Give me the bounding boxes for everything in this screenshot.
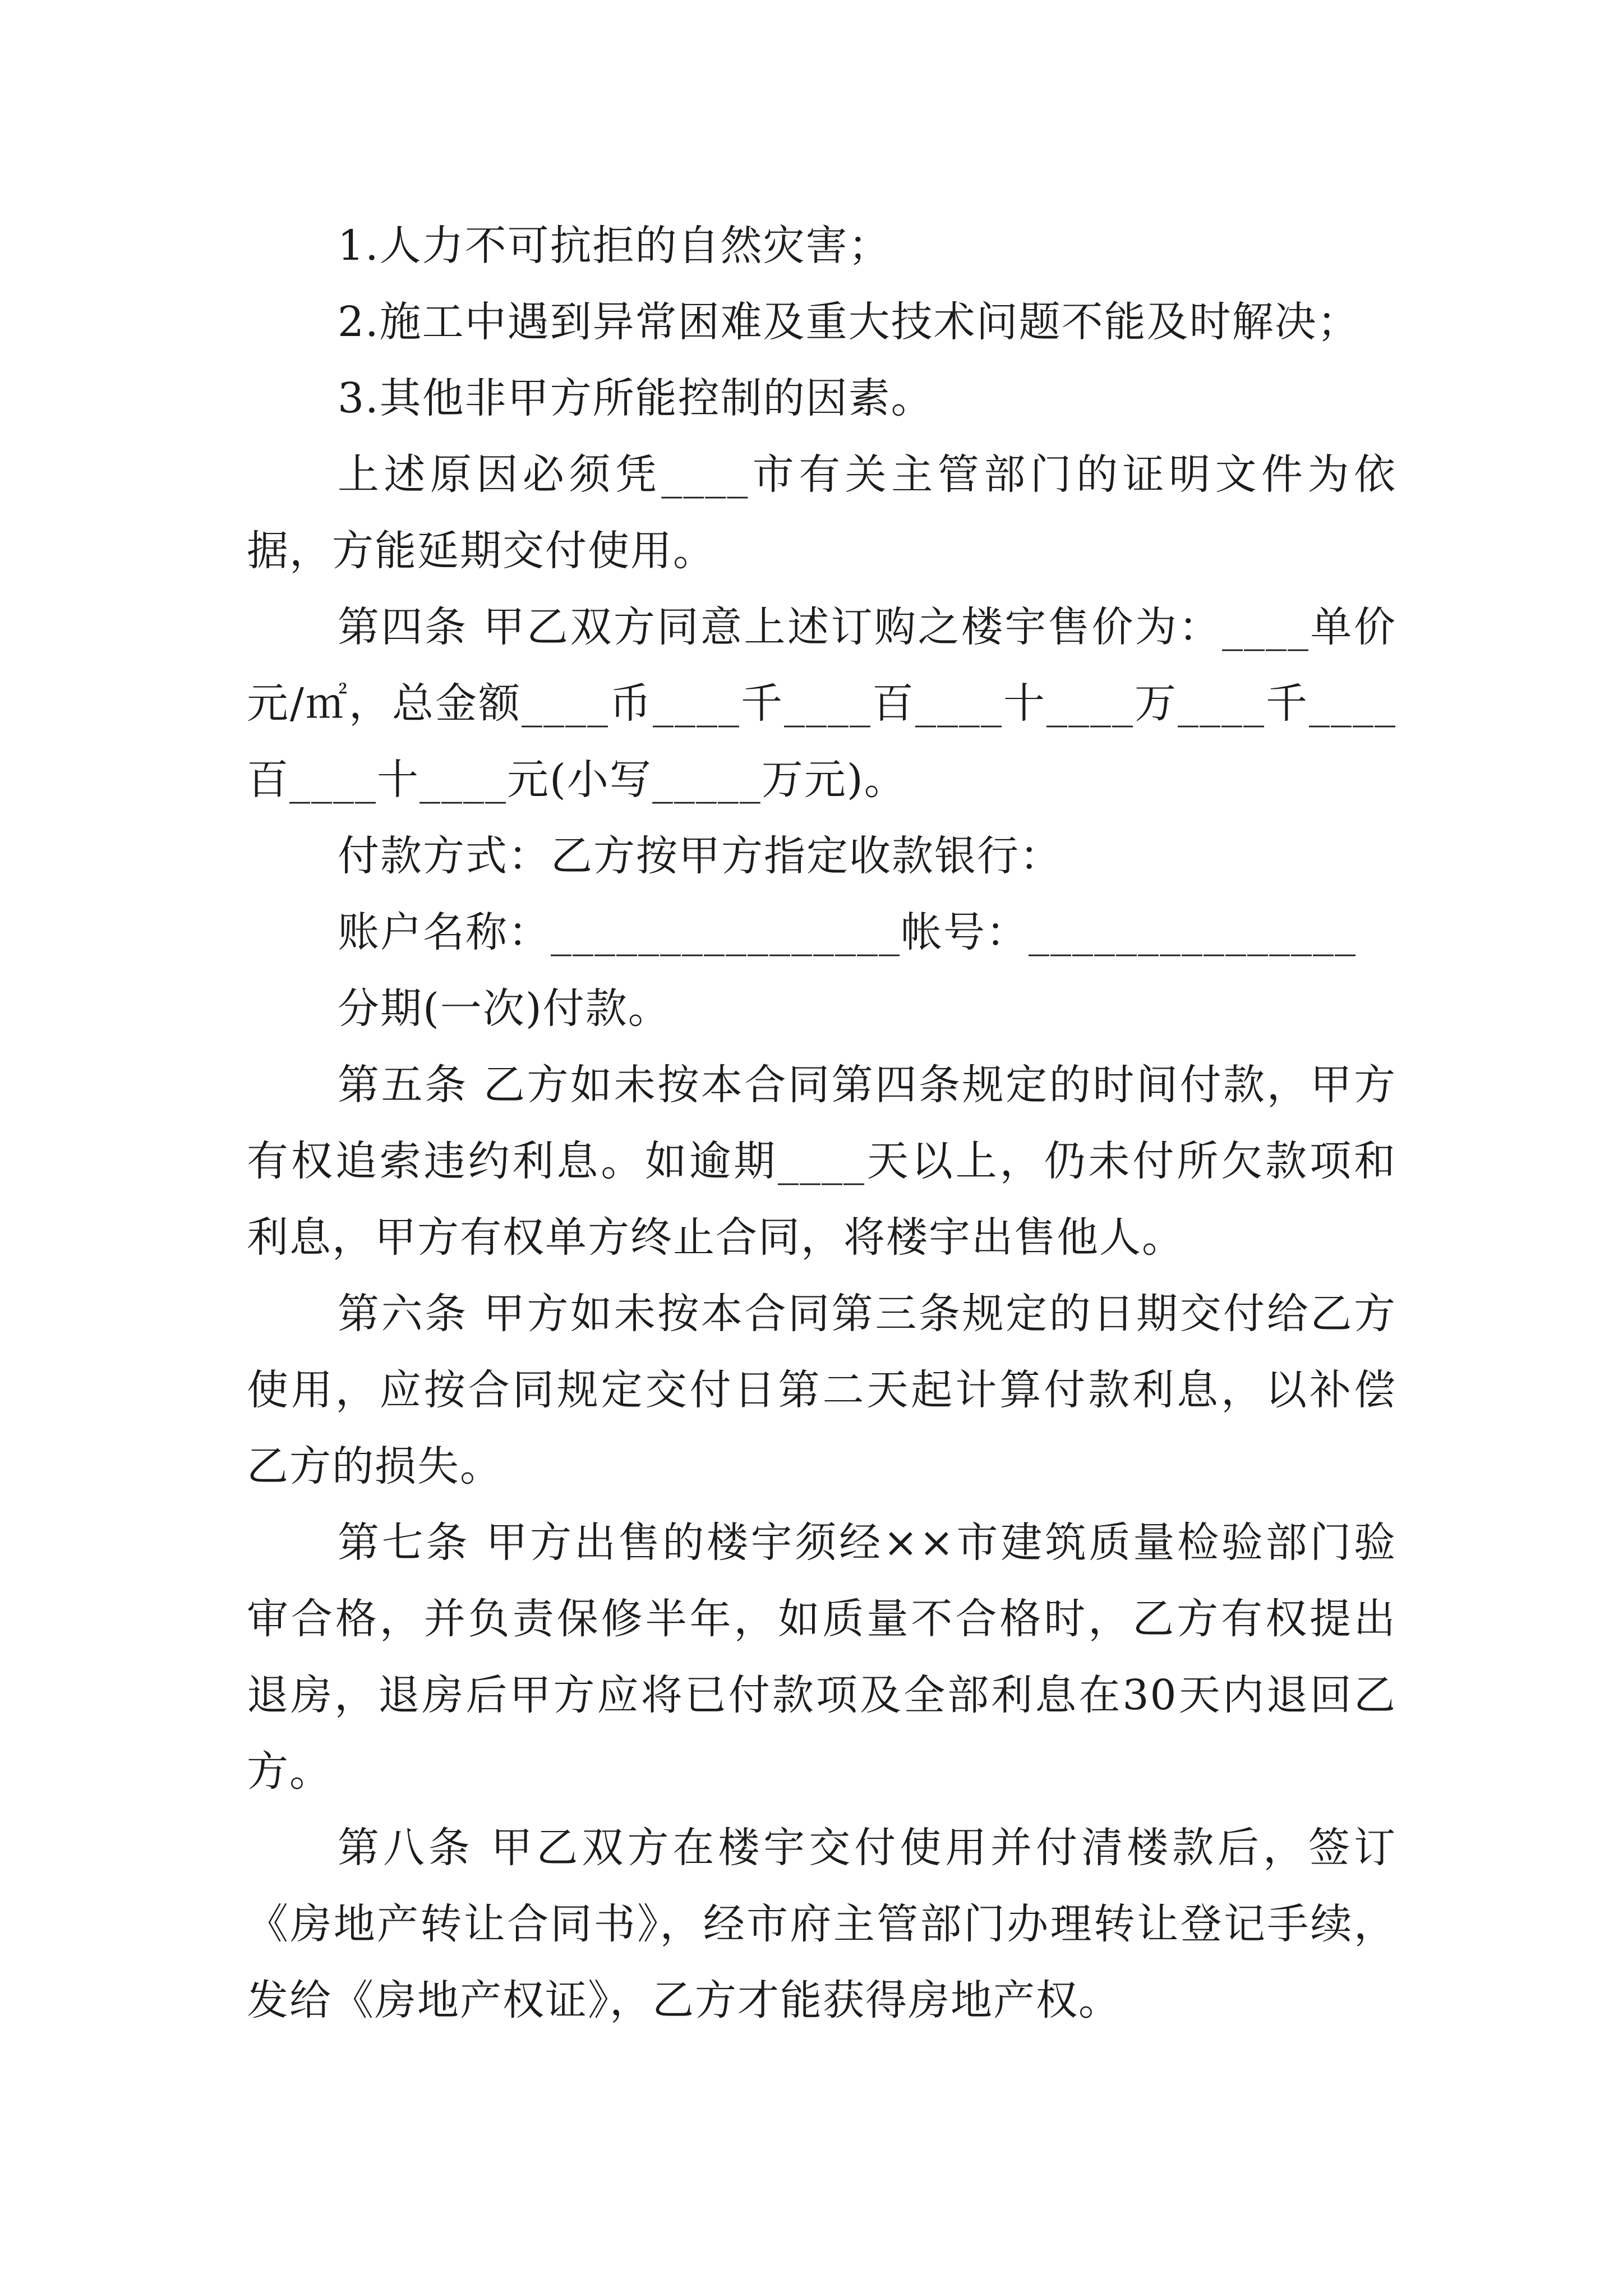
paragraph-other-factors: 3.其他非甲方所能控制的因素。 [338,374,934,422]
document-body [247,208,1396,2039]
paragraph-account-details: 账户名称：________________帐号：_______________ [338,908,1357,956]
paragraph-installment: 分期(一次)付款。 [338,984,671,1033]
paragraph-article-8: 第八条 甲乙双方在楼宇交付使用并付清楼款后，签订《房地产转让合同书》，经市府主管部门办理转让登记手续，发给《房地产权证》，乙方才能获得房地产权。 [247,1824,1396,2024]
paragraph-article-7: 第七条 甲方出售的楼宇须经××市建筑质量检验部门验审合格，并负责保修半年，如质量不合格时，乙方有权提出退房，退房后甲方应将已付款项及全部利息在30天内退回乙方。 [247,1519,1396,1796]
paragraph-payment-method: 付款方式：乙方按甲方指定收款银行： [338,832,1062,880]
paragraph-article-6: 第六条 甲方如未按本合同第三条规定的日期交付给乙方使用，应按合同规定交付日第二天起计算付款利息，以补偿乙方的损失。 [247,1290,1396,1490]
paragraph-article-5: 第五条 乙方如未按本合同第四条规定的时间付款，甲方有权追索违约利息。如逾期____天以上，仍未付所欠款项和利息，甲方有权单方终止合同，将楼宇出售他人。 [247,1061,1396,1262]
paragraph-force-majeure-disaster: 1.人力不可抗拒的自然灾害； [338,222,891,270]
paragraph-article-4-price: 第四条 甲乙双方同意上述订购之楼宇售价为：____单价元/㎡，总金额____币____千____百____十____万____千____百____十____元(小写_____万元)。 [247,603,1396,804]
paragraph-technical-problems: 2.施工中遇到异常困难及重大技术问题不能及时解决； [338,298,1360,346]
paragraph-proof-documents: 上述原因必须凭____市有关主管部门的证明文件为依据，方能延期交付使用。 [247,450,1396,575]
